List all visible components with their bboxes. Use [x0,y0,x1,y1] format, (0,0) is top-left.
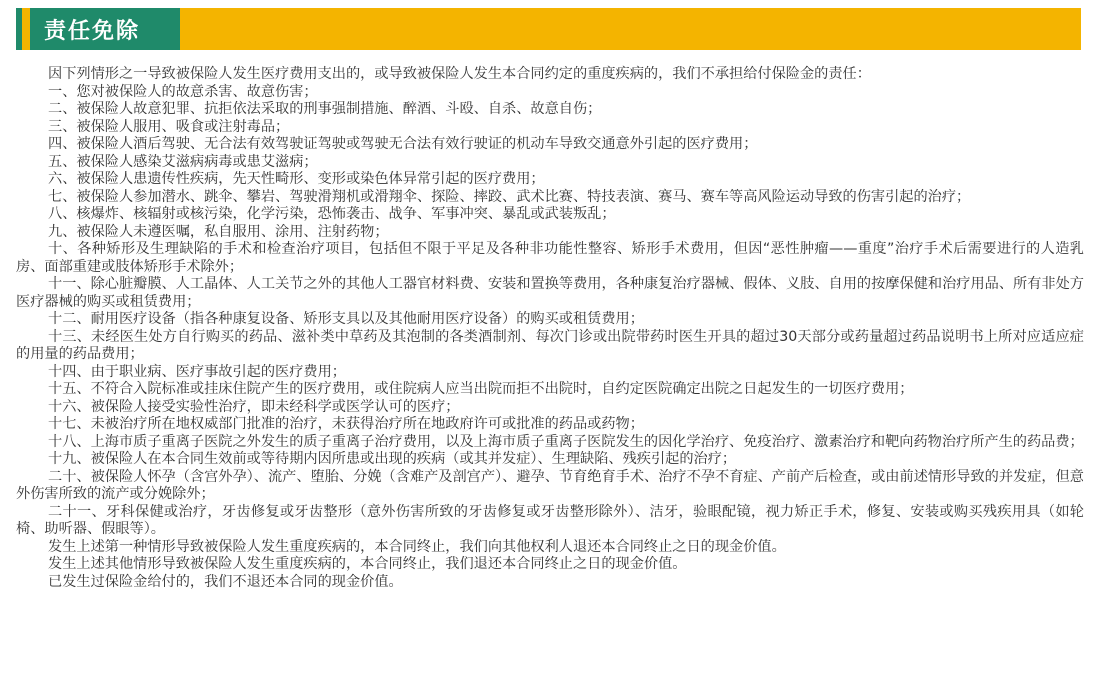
list-item: 十七、未被治疗所在地权威部门批准的治疗，未获得治疗所在地政府许可或批准的药品或药物； [48,416,644,432]
list-item: 二十一、牙科保健或治疗，牙齿修复或牙齿整形（意外伤害所致的牙齿修复或牙齿整形除外）、洁牙，验眼配镜，视力矫正手术，修复、安装或购买残疾用具（如轮椅、助听器、假眼等）。 [16,503,1084,537]
section-header-bar [16,8,1081,50]
section-title-box [30,8,180,50]
list-item: 十八、上海市质子重离子医院之外发生的质子重离子治疗费用，以及上海市质子重离子医院发生的因化学治疗、免疫治疗、激素治疗和靶向药物治疗所产生的药品费； [48,433,1084,450]
list-item: 六、被保险人患遗传性疾病，先天性畸形、变形或染色体异常引起的医疗费用； [48,171,545,187]
list-item: 二十、被保险人怀孕（含宫外孕）、流产、堕胎、分娩（含难产及剖宫产）、避孕、节育绝育手术、治疗不孕不育症、产前产后检查，或由前述情形导致的并发症，但意外伤害所致的流产或分娩除外； [16,468,1084,502]
closing-paragraph: 发生上述其他情形导致被保险人发生重度疾病的，本合同终止，我们退还本合同终止之日的现金价值。 [48,556,687,572]
exclusion-clause-body [16,66,1084,591]
closing-paragraph: 已发生过保险金给付的，我们不退还本合同的现金价值。 [48,573,403,590]
closing-paragraph: 发生上述第一种情形导致被保险人发生重度疾病的，本合同终止，我们向其他权利人退还本合同终止之日的现金价值。 [48,538,786,555]
list-item: 十五、不符合入院标准或挂床住院产生的医疗费用，或住院病人应当出院而拒不出院时，自约定医院确定出院之日起发生的一切医疗费用； [48,381,914,397]
list-item: 三、被保险人服用、吸食或注射毒品； [48,118,290,135]
list-item: 十二、耐用医疗设备（指各种康复设备、矫形支具以及其他耐用医疗设备）的购买或租赁费用； [48,311,644,327]
list-item: 十四、由于职业病、医疗事故引起的医疗费用； [48,363,346,380]
list-item: 八、核爆炸、核辐射或核污染，化学污染，恐怖袭击、战争、军事冲突、暴乱或武装叛乱； [48,206,616,222]
list-item: 七、被保险人参加潜水、跳伞、攀岩、驾驶滑翔机或滑翔伞、探险、摔跤、武术比赛、特技表演、赛马、赛车等高风险运动导致的伤害引起的治疗； [48,188,971,205]
list-item: 十一、除心脏瓣膜、人工晶体、人工关节之外的其他人工器官材料费、安装和置换等费用，各种康复治疗器械、假体、义肢、自用的按摩保健和治疗用品、所有非处方医疗器械的购买或租赁费用； [16,276,1084,310]
list-item: 十三、未经医生处方自行购买的药品、滋补类中草药及其泡制的各类酒制剂、每次门诊或出院带药时医生开具的超过30天部分或药量超过药品说明书上所对应适应症的用量的药品费用； [16,328,1084,362]
list-item: 一、您对被保险人的故意杀害、故意伤害； [48,83,318,100]
list-item: 四、被保险人酒后驾驶、无合法有效驾驶证驾驶或驾驶无合法有效行驶证的机动车导致交通意外引起的医疗费用； [48,136,758,152]
list-item: 五、被保险人感染艾滋病病毒或患艾滋病； [48,153,318,170]
section-title: 责任免除 [44,18,141,44]
intro-paragraph: 因下列情形之一导致被保险人发生医疗费用支出的，或导致被保险人发生本合同约定的重度疾病的，我们不承担给付保险金的责任： [48,66,871,82]
list-item: 十九、被保险人在本合同生效前或等待期内因所患或出现的疾病（或其并发症）、生理缺陷、残疾引起的治疗； [48,451,737,467]
list-item: 二、被保险人故意犯罪、抗拒依法采取的刑事强制措施、醉酒、斗殴、自杀、故意自伤； [48,101,602,117]
header-accent-stripe [16,8,22,50]
list-item: 十六、被保险人接受实验性治疗，即未经科学或医学认可的医疗； [48,398,460,415]
list-item: 九、被保险人未遵医嘱，私自服用、涂用、注射药物； [48,223,389,240]
list-item: 十、各种矫形及生理缺陷的手术和检查治疗项目，包括但不限于平足及各种非功能性整容、矫形手术费用，但因“恶性肿瘤——重度”治疗手术后需要进行的人造乳房、面部重建或肢体矫形手术除外； [16,241,1084,275]
